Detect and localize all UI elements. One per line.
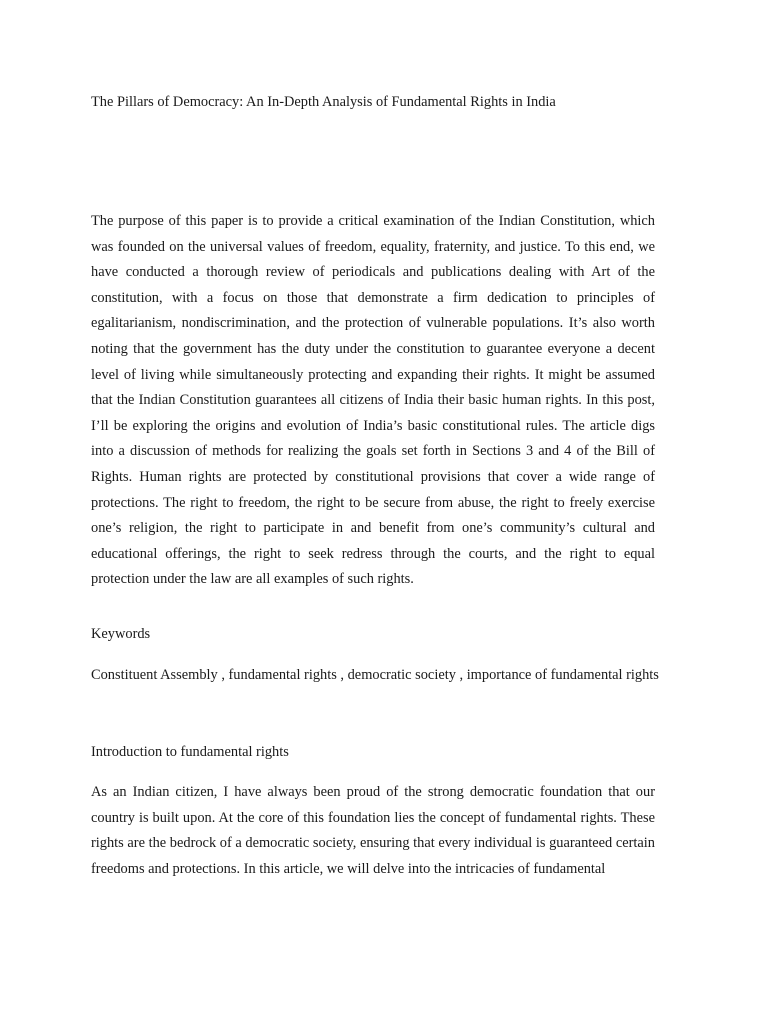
keywords-heading: Keywords [91,626,151,642]
section-heading: Introduction to fundamental rights [91,744,289,760]
keywords-list: Constituent Assembly , fundamental rights , democratic society , importance of fundamental rights [91,667,659,683]
intro-paragraph: As an Indian citizen, I have always been proud of the strong democratic foundation that our country is built upon. At the core of this foundation lies the concept of fundamental rights. These rights are the bedrock of a democratic society, ensuring that every individual is guaranteed certain freedoms and protections. In this article, we will delve into the intricacies of fundamental [91,784,655,877]
document-title: The Pillars of Democracy: An In-Depth Analysis of Fundamental Rights in India [91,94,556,110]
abstract-paragraph: The purpose of this paper is to provide a critical examination of the Indian Constitution, which was founded on the universal values of freedom, equality, fraternity, and justice. To this end, we have conducted a thorough review of periodicals and publications dealing with Art of the constitution, with a focus on those that demonstrate a firm dedication to principles of egalitarianism, nondiscrimination, and the protection of vulnerable populations. It’s also worth noting that the government has the duty under the constitution to guarantee everyone a decent level of living while simultaneously protecting and expanding their rights. It might be assumed that the Indian Constitution guarantees all citizens of India their basic human rights. In this post, I’ll be exploring the origins and evolution of India’s basic constitutional rules. The article digs into a discussion of methods for realizing the goals set forth in Sections 3 and 4 of the Bill of Rights. Human rights are protected by constitutional provisions that cover a wide range of protections. The right to freedom, the right to be secure from abuse, the right to freely exercise one’s religion, the right to participate in and benefit from one’s community’s cultural and educational offerings, the right to seek redress through the courts, and the right to equal protection under the law are all examples of such rights. [91,213,655,588]
